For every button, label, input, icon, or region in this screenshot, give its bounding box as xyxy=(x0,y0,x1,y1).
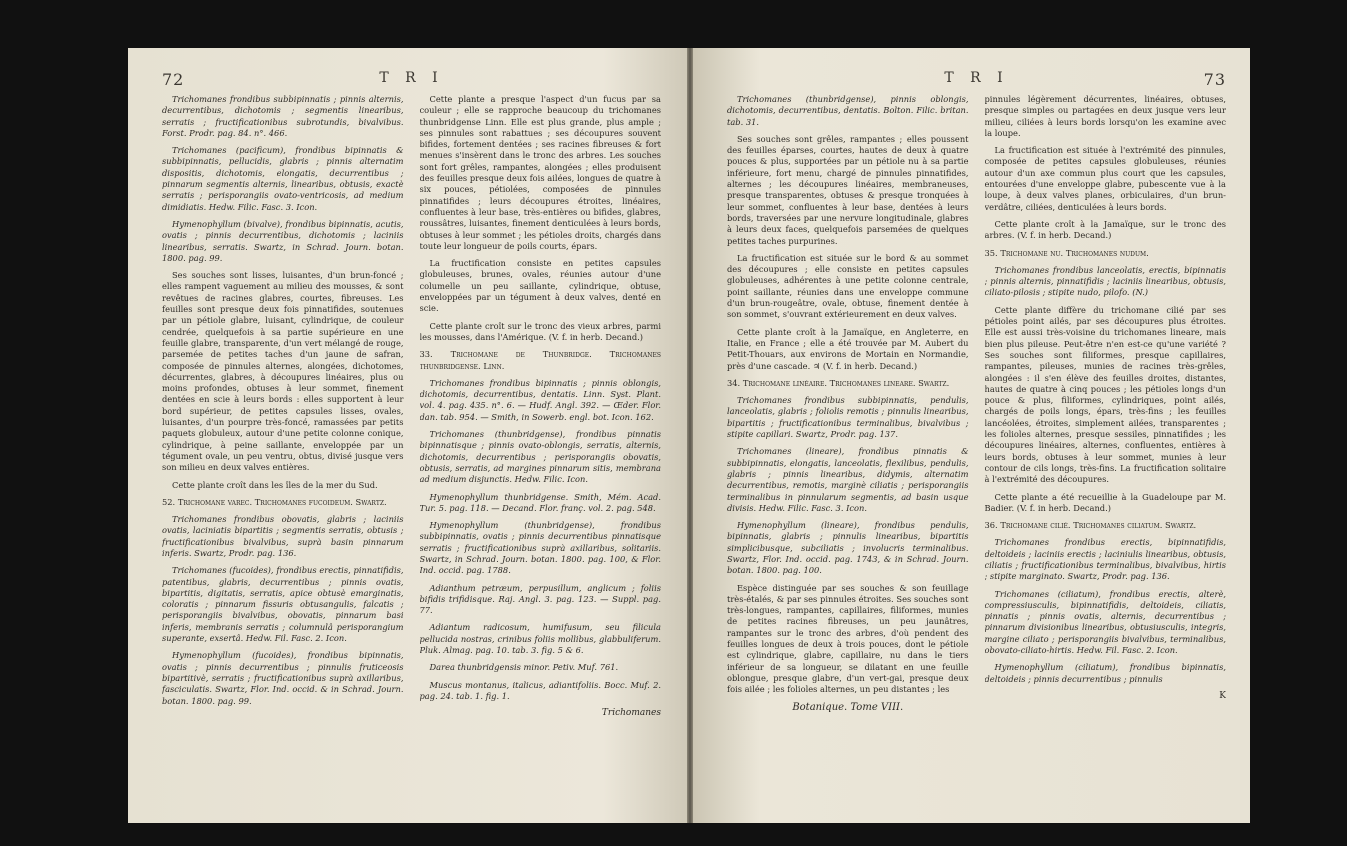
paragraph: Cette plante a été recueillie à la Guadeloupe par M. Badier. (V. f. in herb. Decand.) xyxy=(984,491,1226,513)
species-heading: 33. Trichomane de Thunbridge. Trichomanes thunbridgense. Linn. xyxy=(419,349,661,371)
paragraph: Darea thunbridgensis minor. Petiv. Muf. 761. xyxy=(429,662,619,673)
signature-mark: Botanique. Tome VIII. xyxy=(792,701,904,713)
paragraph: Cette plante croît à la Jamaïque, en Angleterre, en Italie, en France ; elle a été trouvée par M. Aubert du Petit-Thouars, aux environs de Mortain en Normandie, près d'une cascade. ♃ (V. f. in herb. Decand.) xyxy=(727,326,969,371)
running-title: T R I xyxy=(379,70,444,86)
paragraph: Hymenophyllum thunbridgense. Smith, Mém. Acad. Tur. 5. pag. 118. — Decand. Flor. franç. vol. 2. pag. 548. xyxy=(419,491,661,513)
paragraph: La fructification est située à l'extrémité des pinnules, composée de petites capsules globuleuses, réunies autour d'un axe commun plus court que les capsules, entourées d'une enveloppe glabre, pubescente vue à la loupe, à deux valves planes, orbiculaires, d'un brun-verdâtre, ciliées, denticulées à leurs bords. xyxy=(984,145,1226,212)
paragraph: Hymenophyllum (fucoides), frondibus bipinnatis, ovatis ; pinnis decurrentibus ; pinnulis fruticeosis bipartitivè, serratis ; fructificationibus suprà axillaribus, fasciculatis. Swartz, Flor. Ind. occid. & in Schrad. Journ. botan. 1800. pag. 99. xyxy=(162,650,404,706)
species-heading: 52. Trichomane varec. Trichomanes fucoideum. Swartz. xyxy=(162,496,387,507)
paragraph: Adianthum petræum, perpusillum, anglicum ; foliis bifidis trifidisque. Raj. Angl. 3. pag. 123. — Suppl. pag. 77. xyxy=(419,582,661,616)
paragraph: Hymenophyllum (thunbridgense), frondibus subbipinnatis, ovatis ; pinnis decurrentibus pinnatisque serratis ; fructificationibus suprà axillaribus, solitariis. Swartz, in Schrad. Journ. botan. 1800. pag. 100, & Flor. Ind. occid. pag. 1788. xyxy=(419,520,661,576)
paragraph: Trichomanes (pacificum), frondibus bipinnatis & subbipinnatis, pellucidis, glabris ; pinnis alternatim dispositis, dichotomis, elongatis, decurrentibus ; pinnarum segmentis alternis, linearibus, obtusis, exactè serratis ; perisporangiis ovato-ventricosis, ad medium dimidiatis. Hedw. Filic. Fasc. 3. Icon. xyxy=(162,145,404,212)
paragraph: Cette plante diffère du trichomane cilié par ses pétioles point ailés, par ses découpures plus étroites. Elle est aussi très-voisine du trichomanes lineare, mais bien plus pileuse. Peut-être n'en est-ce qu'une variété ? Ses souches sont filiformes, presque capillaires, rampantes, pileuses, munies de racines très-grêles, alongées : il s'en élève des feuilles droites, distantes, hautes de quatre à cinq pouces ; les pétioles longs d'un pouce & plus, filiformes, cylindriques, point ailés, chargés de poils longs, épars, très-fins ; les feuilles lancéolées, étroites, simplement ailées, transparentes ; les folioles alternes, presque sessiles, pinnatifides ; les découpures linéaires, alternes, confluentes, entières à leurs bords, obtuses à leur sommet, munies à leur contour de cils longs, très-fins. La fructification solitaire à l'extrémité des découpures. xyxy=(984,304,1226,485)
left-column-2 xyxy=(420,94,662,814)
paragraph: Hymenophyllum (lineare), frondibus pendulis, bipinnatis, glabris ; pinnulis linearibus, bipartitis simplicibusque, subciliatis ; involucris terminalibus. Swartz, Flor. Ind. occid. pag. 1743, & in Schrad. Journ. botan. 1800. pag. 100. xyxy=(727,520,969,576)
paragraph: Trichomanes (thunbridgense), pinnis oblongis, dichotomis, decurrentibus, dentatis. Bolton. Filic. britan. tab. 31. xyxy=(727,94,969,127)
paragraph: Hymenophyllum (bivalve), frondibus bipinnatis, acutis, ovatis ; pinnis decurrentibus, dichotomis ; laciniis linearibus, serratis. Swartz, in Schrad. Journ. botan. 1800. pag. 99. xyxy=(162,218,404,263)
paragraph: Ses souches sont lisses, luisantes, d'un brun-foncé ; elles rampent vaguement au milieu des mousses, & sont revêtues de racines glabres, courtes, fibreuses. Les feuilles sont presque deux fois pinnatifides, soutenues par un pétiole glabre, luisant, cylindrique, de couleur cendrée, quelquefois à sa partie supérieure en une feuille glabre, transparente, d'un vert mélangé de rouge, parsemée de petites taches d'un jaune de safran, composée de pinnules alternes, alongées, dichotomes, décurrentes, glabres, à découpures linéaires, plus ou moins profondes, obtuses à leur sommet, finement dentées en scie à leurs bords : elles supportent à leur bord supérieur, de petites capsules lisses, ovales, luisantes, d'un pourpre très-foncé, ramassées par petits paquets globuleux, autour d'une petite colonne conique, cylindrique, à peine saillante, enveloppée par un tégument ovale, un peu ventru, obtus, divisé jusque vers son milieu en deux valves entières. xyxy=(162,270,404,473)
book-spread xyxy=(128,48,1250,823)
paragraph: Muscus montanus, italicus, adiantifoliis. Bocc. Muf. 2. pag. 24. tab. 1. fig. 1. xyxy=(419,679,661,701)
right-page xyxy=(693,48,1250,823)
left-column-1 xyxy=(162,94,404,814)
paragraph: pinnules légèrement décurrentes, linéaires, obtuses, presque simples ou partagées en deux jusque vers leur milieu, ciliées à leurs bords lorsqu'on les examine avec la loupe. xyxy=(984,94,1226,138)
paragraph: Cette plante croît sur le tronc des vieux arbres, parmi les mousses, dans l'Amérique. (V. f. in herb. Decand.) xyxy=(419,320,661,342)
paragraph: Trichomanes (ciliatum), frondibus erectis, alterè, compressiusculis, bipinnatifidis, deltoideis, ciliatis, pinnatis ; pinnis ovatis, alternis, decurrentibus ; pinnarum divisionibus linearibus, obtusiusculis, integris, margine ciliato ; perisporangiis bivalvibus, terminalibus, obovato-ciliato-hirtis. Hedw. Fil. Fasc. 2. Icon. xyxy=(984,588,1226,656)
paragraph: Trichomanes frondibus subbipinnatis, pendulis, lanceolatis, glabris ; foliolis remotis ; pinnulis linearibus, bipartitis ; fructificationibus terminalibus, bivalvibus ; stipite capillari. Swartz, Prodr. pag. 137. xyxy=(727,395,969,440)
paragraph: Cette plante croît dans les îles de la mer du Sud. xyxy=(172,479,378,490)
species-heading: 36. Trichomane cilié. Trichomanes ciliatum. Swartz. xyxy=(984,520,1197,531)
page-number: 72 xyxy=(162,70,185,89)
running-title: T R I xyxy=(944,70,1009,86)
right-page-header xyxy=(727,70,1226,94)
catchword: K xyxy=(1219,690,1226,701)
paragraph: Trichomanes (fucoides), frondibus erectis, pinnatifidis, patentibus, glabris, decurrentibus ; pinnis ovatis, bipartitis, digitatis, serratis, apice obtusè emarginatis, coloratis ; pinnarum fissuris obtusangulis, falcatis ; perisporangiis bivalvibus, obovatis, pinnarum basi inferis, membranis serratis ; columnulâ perisporangium superante, exsertâ. Hedw. Fil. Fasc. 2. Icon. xyxy=(162,565,404,644)
paragraph: Trichomanes frondibus erectis, bipinnatifidis, deltoideis ; laciniis erectis ; laciniulis linearibus, obtusis, ciliatis ; fructificationibus terminalibus, bivalvibus, hirtis ; stipite marginato. Swartz, Prodr. pag. 136. xyxy=(984,537,1226,582)
paragraph: Espèce distinguée par ses souches & son feuillage très-étalés, & par ses pinnules étroites. Ses souches sont très-longues, rampantes, capillaires, filiformes, munies de petites racines fibreuses, un peu jaunâtres, rampantes sur le tronc des arbres, d'où pendent des feuilles longues de deux à trois pouces, dont le pétiole est cylindrique, glabre, capillaire, nu dans le tiers inférieur de sa longueur, se dilatant en une feuille oblongue, presque glabre, d'un vert-gai, presque deux fois ailée ; les folioles alternes, un peu distantes ; les xyxy=(727,582,969,695)
paragraph: Adiantum radicosum, humifusum, seu filicula pellucida nostras, crinibus foliis mollibus, glabbuliferum. Pluk. Almag. pag. 10. tab. 3. fig. 5 & 6. xyxy=(419,622,661,656)
left-page xyxy=(128,48,687,823)
paragraph: Cette plante a presque l'aspect d'un fucus par sa couleur ; elle se rapproche beaucoup du trichomanes thunbridgense Linn. Elle est plus grande, plus ample ; ses pinnules sont rabattues ; ses découpures souvent bifides, fortement dentées ; ses racines fibreuses & fort menues s'insèrent dans le tronc des arbres. Les souches sont fort grêles, rampantes, alongées ; elles produisent des feuilles presque deux fois ailées, longues de quatre à six pouces, pétiolées, composées de pinnules pinnatifides ; leurs découpures étroites, linéaires, confluentes à leur base, très-entières ou bifides, glabres, roussâtres, luisantes, finement denticulées à leurs bords, obtuses à leur sommet ; les pétioles droits, chargés dans toute leur longueur de poils courts, épars. xyxy=(419,94,661,251)
paragraph: Hymenophyllum (ciliatum), frondibus bipinnatis, deltoideis ; pinnis decurrentibus ; pinnulis xyxy=(984,662,1226,684)
paragraph: Ses souches sont grêles, rampantes ; elles poussent des feuilles éparses, courtes, hautes de deux à quatre pouces & plus, supportées par un pétiole nu à sa partie inférieure, fort menu, chargé de pinnules pinnatifides, alternes ; les découpures linéaires, membraneuses, presque transparentes, obtuses & presque tronquées à leur sommet, confluentes à leur base, dentées à leurs bords, traversées par une nervure longitudinale, glabres à leurs deux faces, quelquefois parsemées de quelques petites taches purpurines. xyxy=(727,133,969,246)
paragraph: Trichomanes frondibus subbipinnatis ; pinnis alternis, decurrentibus, dichotomis ; segmentis linearibus, serratis ; fructificationibus subrotundis, bivalvibus. Forst. Prodr. pag. 84. n°. 466. xyxy=(162,94,404,138)
right-column-2 xyxy=(985,94,1227,814)
species-heading: 35. Trichomane nu. Trichomanes nudum. xyxy=(984,247,1149,258)
species-heading: 34. Trichomane linéaire. Trichomanes lineare. Swartz. xyxy=(727,377,950,388)
paragraph: Cette plante croît à la Jamaïque, sur le tronc des arbres. (V. f. in herb. Decand.) xyxy=(984,218,1226,241)
left-page-header xyxy=(162,70,661,94)
paragraph: La fructification est située sur le bord & au sommet des découpures ; elle consiste en petites capsules globuleuses, adhérentes à une petite colonne centrale, point saillante, réunies dans une enveloppe commune d'un brun-rougeâtre, ovale, obtuse, finement dentée à son sommet, s'ouvrant extérieurement en deux valves. xyxy=(727,252,969,320)
paragraph: Trichomanes (lineare), frondibus pinnatis & subbipinnatis, elongatis, lanceolatis, flexilibus, pendulis, glabris ; pinnis linearibus, didymis, alternatim decurrentibus, remotis, marginè ciliatis ; perisporangiis terminalibus in pinnularum segmentis, ad basin usque divisis. Hedw. Filic. Fasc. 3. Icon. xyxy=(727,446,969,513)
catchword: Trichomanes xyxy=(601,708,661,719)
page-number: 73 xyxy=(1203,70,1226,89)
paragraph: La fructification consiste en petites capsules globuleuses, brunes, ovales, réunies autour d'une columelle un peu saillante, cylindrique, obtuse, enveloppées par un tégument à deux valves, denté en scie. xyxy=(419,258,661,314)
right-column-1 xyxy=(727,94,969,814)
paragraph: Trichomanes frondibus lanceolatis, erectis, bipinnatis ; pinnis alternis, pinnatifidis ; laciniis linearibus, obtusis, ciliato-pilosis ; stipite nudo, pilofo. (N.) xyxy=(984,264,1226,298)
paragraph: Trichomanes frondibus obovatis, glabris ; laciniis ovatis, laciniatis bipartitis ; segmentis serratis, obtusis ; fructificationibus bivalvibus, suprà basin pinnarum inferis. Swartz, Prodr. pag. 136. xyxy=(162,514,404,558)
paragraph: Trichomanes (thunbridgense), frondibus pinnatis bipinnatisque ; pinnis ovato-oblongis, serratis, alternis, dichotomis, decurrentibus ; perisporangiis obovatis, obtusis, serratis, ad margines pinnarum sitis, membrana ad medium disjunctis. Hedw. Filic. Icon. xyxy=(419,429,661,485)
paragraph: Trichomanes frondibus bipinnatis ; pinnis oblongis, dichotomis, decurrentibus, dentatis. Linn. Syst. Plant. vol. 4. pag. 435. n°. 6. — Hudf. Angl. 392. — Œder. Flor. dan. tab. 954. — Smith, in Sowerb. engl. bot. Icon. 162. xyxy=(419,377,661,422)
